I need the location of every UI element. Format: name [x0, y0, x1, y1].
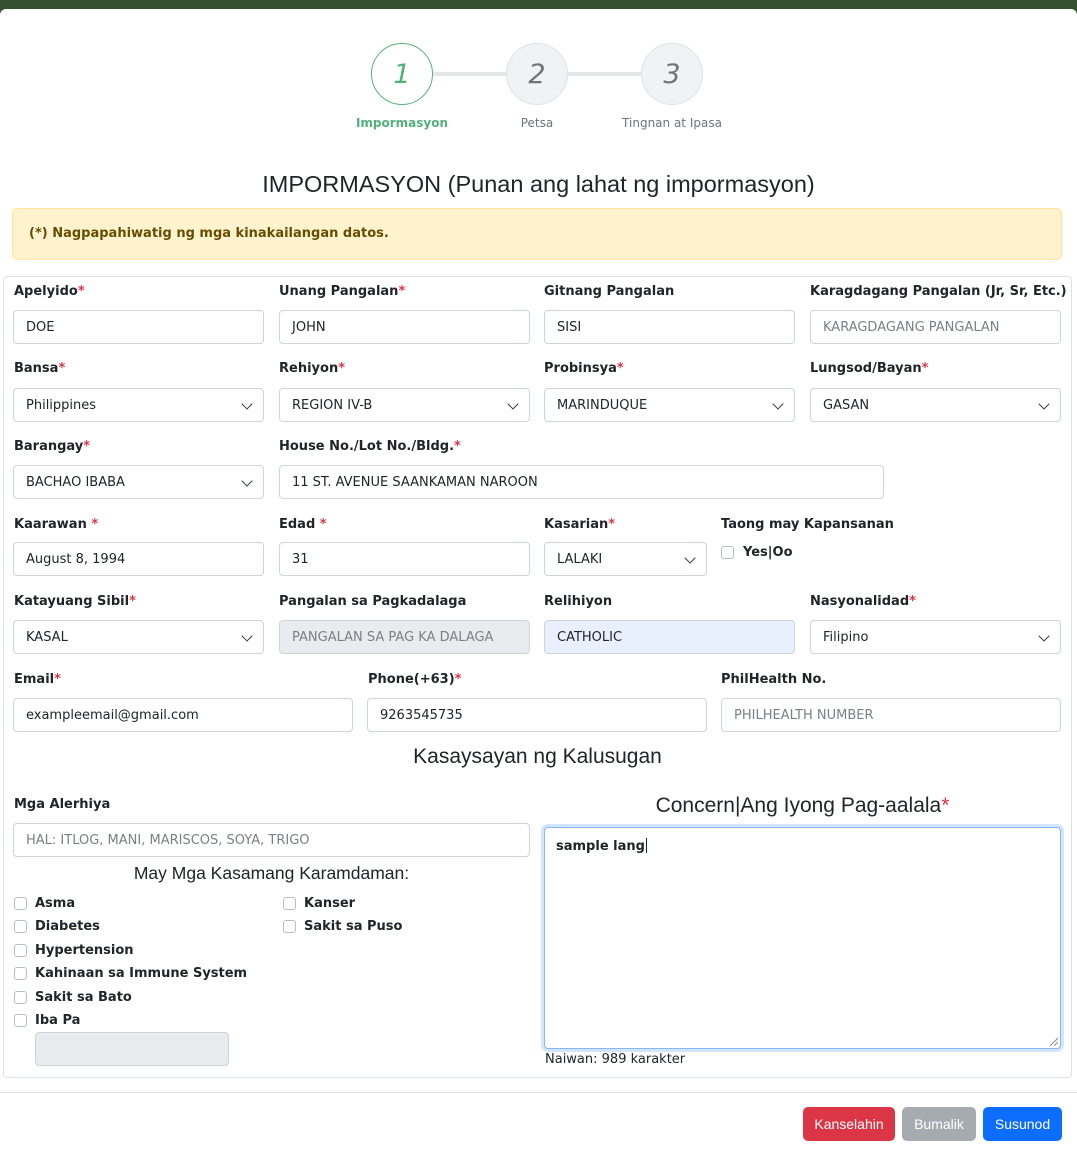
unang-pangalan-input[interactable]: JOHN	[279, 310, 530, 344]
condition-label-iba-pa: Iba Pa	[35, 1013, 81, 1028]
step-3-circle[interactable]	[641, 43, 703, 105]
rehiyon-label: Rehiyon*	[279, 361, 346, 376]
next-button[interactable]: Susunod	[983, 1107, 1062, 1141]
kasarian-label: Kasarian*	[544, 517, 616, 532]
bansa-label: Bansa*	[14, 361, 66, 376]
pagkadalaga-input: PANGALAN SA PAG KA DALAGA	[279, 620, 530, 654]
kapansanan-checkbox[interactable]	[721, 546, 734, 559]
alerhiya-input[interactable]: HAL: ITLOG, MANI, MARISCOS, SOYA, TRIGO	[13, 823, 530, 857]
cancel-button[interactable]: Kanselahin	[803, 1107, 895, 1141]
condition-checkbox-bato[interactable]	[14, 991, 27, 1004]
karagdagang-pangalan-input[interactable]: KARAGDAGANG PANGALAN	[810, 310, 1061, 344]
condition-checkbox-kanser[interactable]	[283, 897, 296, 910]
back-button[interactable]: Bumalik	[902, 1107, 976, 1141]
condition-label-hypertension: Hypertension	[35, 943, 134, 958]
relihiyon-label: Relihiyon	[544, 594, 613, 609]
email-input[interactable]: exampleemail@gmail.com	[13, 698, 353, 732]
nasyonalidad-select[interactable]: Filipino	[810, 620, 1061, 654]
lungsod-select[interactable]: GASAN	[810, 388, 1061, 422]
condition-checkbox-hypertension[interactable]	[14, 944, 27, 957]
character-counter: Naiwan: 989 karakter	[545, 1052, 686, 1067]
step-3-number: 3	[663, 58, 681, 90]
step-connector-1-2	[432, 72, 508, 76]
condition-label-diabetes: Diabetes	[35, 919, 100, 934]
chevron-down-icon	[241, 630, 252, 641]
apelyido-label: Apelyido*	[14, 284, 85, 299]
condition-label-asma: Asma	[35, 896, 76, 911]
bansa-select[interactable]: Philippines	[13, 388, 264, 422]
katayuang-sibil-label: Katayuang Sibil*	[14, 594, 136, 609]
rehiyon-select[interactable]: REGION IV-B	[279, 388, 530, 422]
kapansanan-option-label: Yes|Oo	[743, 545, 793, 560]
health-section-title: Kasaysayan ng Kalusugan	[413, 745, 662, 768]
concern-textarea[interactable]	[544, 827, 1061, 1049]
edad-label: Edad *	[279, 517, 327, 532]
text-cursor	[646, 838, 647, 853]
kaarawan-label: Kaarawan *	[14, 517, 99, 532]
footer-divider	[0, 1092, 1077, 1093]
chevron-down-icon	[507, 398, 518, 409]
condition-checkbox-asma[interactable]	[14, 897, 27, 910]
condition-checkbox-immune[interactable]	[14, 967, 27, 980]
iba-pa-input	[35, 1032, 229, 1066]
step-1-label: Impormasyon	[355, 116, 449, 130]
email-label: Email*	[14, 672, 61, 687]
resize-handle-icon[interactable]	[1049, 1037, 1058, 1046]
edad-input[interactable]: 31	[279, 542, 530, 576]
chevron-down-icon	[1038, 630, 1049, 641]
step-3-label: Tingnan at Ipasa	[622, 116, 722, 130]
chevron-down-icon	[241, 398, 252, 409]
karagdagang-pangalan-label: Karagdagang Pangalan (Jr, Sr, Etc.)	[810, 284, 1067, 299]
kapansanan-label: Taong may Kapansanan	[721, 517, 894, 532]
barangay-label: Barangay*	[14, 439, 91, 454]
unang-pangalan-label: Unang Pangalan*	[279, 284, 406, 299]
phone-label: Phone(+63)*	[368, 672, 462, 687]
step-1-number: 1	[393, 58, 411, 90]
chevron-down-icon	[1038, 398, 1049, 409]
gitnang-pangalan-label: Gitnang Pangalan	[544, 284, 675, 299]
concern-title: Concern|Ang Iyong Pag-aalala*	[655, 794, 950, 817]
nasyonalidad-label: Nasyonalidad*	[810, 594, 916, 609]
condition-label-kanser: Kanser	[304, 896, 356, 911]
step-1-circle[interactable]	[371, 43, 433, 105]
relihiyon-input[interactable]: CATHOLIC	[544, 620, 795, 654]
gitnang-pangalan-input[interactable]: SISI	[544, 310, 795, 344]
page-title: IMPORMASYON (Punan ang lahat ng impormasyon)	[262, 171, 815, 197]
step-connector-2-3	[567, 72, 643, 76]
condition-label-puso: Sakit sa Puso	[304, 919, 403, 934]
phone-input[interactable]: 9263545735	[367, 698, 707, 732]
chevron-down-icon	[241, 475, 252, 486]
apelyido-input[interactable]: DOE	[13, 310, 264, 344]
step-2-circle[interactable]	[506, 43, 568, 105]
probinsya-select[interactable]: MARINDUQUE	[544, 388, 795, 422]
kasarian-select[interactable]: LALAKI	[544, 542, 707, 576]
lungsod-label: Lungsod/Bayan*	[810, 361, 929, 376]
katayuang-sibil-select[interactable]: KASAL	[13, 620, 264, 654]
step-2-label: Petsa	[520, 116, 554, 130]
alerhiya-label: Mga Alerhiya	[14, 797, 111, 812]
chevron-down-icon	[772, 398, 783, 409]
philhealth-input[interactable]: PHILHEALTH NUMBER	[721, 698, 1061, 732]
kaarawan-input[interactable]: August 8, 1994	[13, 542, 264, 576]
house-no-input[interactable]: 11 ST. AVENUE SAANKAMAN NAROON	[279, 465, 884, 499]
chevron-down-icon	[684, 552, 695, 563]
philhealth-label: PhilHealth No.	[721, 672, 827, 687]
condition-checkbox-diabetes[interactable]	[14, 920, 27, 933]
condition-label-immune: Kahinaan sa Immune System	[35, 966, 248, 981]
karamdaman-title: May Mga Kasamang Karamdaman:	[133, 863, 410, 883]
step-2-number: 2	[528, 58, 546, 90]
condition-label-bato: Sakit sa Bato	[35, 990, 132, 1005]
condition-checkbox-puso[interactable]	[283, 920, 296, 933]
required-notice: (*) Nagpapahiwatig ng mga kinakailangan datos.	[12, 208, 1062, 260]
concern-text: sample lang	[556, 839, 645, 854]
pagkadalaga-label: Pangalan sa Pagkadalaga	[279, 594, 467, 609]
house-no-label: House No./Lot No./Bldg.*	[279, 439, 461, 454]
barangay-select[interactable]: BACHAO IBABA	[13, 465, 264, 499]
probinsya-label: Probinsya*	[544, 361, 624, 376]
condition-checkbox-iba-pa[interactable]	[14, 1014, 27, 1027]
